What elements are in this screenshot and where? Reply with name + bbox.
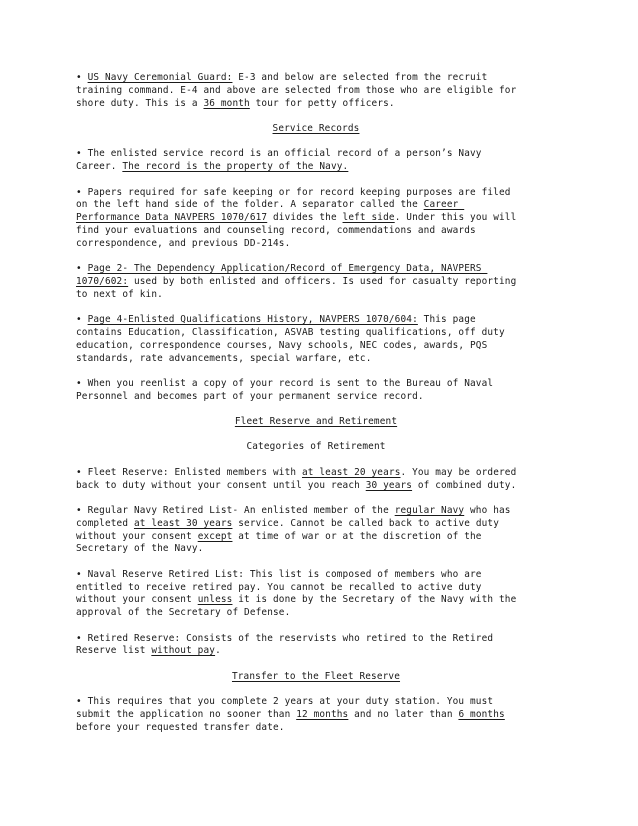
text-line	[76, 238, 556, 251]
text-line	[76, 187, 556, 200]
section-heading	[76, 441, 556, 454]
text-run: and no later than	[348, 709, 459, 720]
text-run: used by both enlisted and officers. Is used for casualty reporting	[128, 275, 517, 287]
underlined-text: Page 4-Enlisted Qualifications History, NAVPERS 1070/604:	[87, 314, 418, 326]
text-run: at time of war or at the discretion of the	[232, 530, 482, 542]
underlined-text: left side	[342, 212, 395, 224]
text-run: Secretary of the Navy.	[76, 543, 204, 555]
text-line	[76, 722, 556, 735]
underlined-text: unless	[197, 594, 233, 606]
text-line	[76, 212, 556, 225]
text-run: • Papers required for safe keeping or for record keeping purposes are filed	[76, 186, 511, 198]
text-run: tour for petty officers.	[249, 97, 395, 109]
text-run: .	[215, 645, 221, 657]
text-run: back to duty without your consent until you reach	[76, 479, 366, 491]
underlined-text: Career	[423, 199, 465, 211]
bullet-paragraph	[76, 569, 556, 620]
bullet-paragraph	[76, 148, 556, 174]
text-run: find your evaluations and counseling record, commendations and awards	[76, 224, 476, 236]
text-line	[76, 645, 556, 658]
text-run: This page	[417, 314, 476, 326]
text-line	[76, 467, 556, 480]
underlined-text: without pay	[151, 645, 216, 657]
underlined-text: at least 20 years	[301, 466, 401, 478]
section-heading	[76, 416, 556, 429]
text-line	[76, 353, 556, 366]
text-run: education, correspondence courses, Navy schools, NEC codes, awards, PQS	[76, 339, 488, 351]
text-run: without your consent	[76, 530, 198, 542]
text-run: contains Education, Classification, ASVAB testing qualifications, off duty	[76, 326, 505, 338]
bullet-paragraph	[76, 187, 556, 251]
bullet-paragraph	[76, 314, 556, 365]
text-run: on the left hand side of the folder. A separator called the	[76, 199, 424, 211]
text-line	[76, 276, 556, 289]
text-run: . You may be ordered	[400, 466, 517, 478]
text-run: E-3 and below are selected from the recruit	[232, 72, 488, 83]
text-run: •	[76, 72, 88, 83]
underlined-text: The record is the property of the Navy.	[122, 161, 349, 173]
section-heading	[76, 123, 556, 136]
text-run: •	[76, 263, 88, 275]
text-line	[76, 289, 556, 302]
underlined-text: Page 2- The Dependency Application/Record of Emergency Data, NAVPERS	[87, 263, 488, 275]
text-run: submit the application no sooner than	[76, 709, 297, 720]
text-line	[76, 199, 556, 212]
text-line	[76, 569, 556, 582]
text-run: who has	[464, 505, 511, 517]
text-run: • The enlisted service record is an official record of a person’s Navy	[76, 148, 482, 160]
bullet-paragraph	[76, 72, 556, 110]
text-line	[76, 161, 556, 174]
text-line	[76, 314, 556, 327]
underlined-text: Performance Data NAVPERS 1070/617	[76, 212, 268, 224]
text-run: Reserve list	[76, 645, 152, 657]
text-run: completed	[76, 517, 134, 529]
underlined-text: 1070/602:	[76, 275, 129, 287]
text-line	[76, 582, 556, 595]
text-run: correspondence, and previous DD-214s.	[76, 237, 291, 249]
underlined-text: regular Navy	[394, 505, 465, 517]
text-run: service. Cannot be called back to active duty	[232, 517, 500, 529]
text-run: approval of the Secretary of Defense.	[76, 607, 291, 619]
text-line	[76, 327, 556, 340]
underlined-text: 30 years	[365, 479, 413, 491]
text-run: to next of kin.	[76, 288, 163, 300]
text-run: Personnel and becomes part of your permanent service record.	[76, 390, 424, 402]
bullet-paragraph	[76, 263, 556, 301]
bullet-paragraph	[76, 467, 556, 493]
text-run: • Regular Navy Retired List- An enlisted member of the	[76, 505, 395, 517]
text-run: • Fleet Reserve: Enlisted members with	[76, 466, 302, 478]
underlined-text: 12 months	[296, 709, 349, 720]
text-line	[76, 594, 556, 607]
underlined-text: 36 month	[203, 97, 250, 109]
text-run: it is done by the Secretary of the Navy with the	[232, 594, 517, 606]
text-run: divides the	[267, 212, 343, 224]
heading-text: Fleet Reserve and Retirement	[234, 416, 398, 428]
text-line	[76, 531, 556, 544]
text-line	[76, 709, 556, 722]
text-line	[76, 505, 556, 518]
text-run: • Retired Reserve: Consists of the reservists who retired to the Retired	[76, 632, 494, 644]
text-run: • When you reenlist a copy of your record is sent to the Bureau of Naval	[76, 377, 494, 389]
text-line	[76, 607, 556, 620]
text-line	[76, 225, 556, 238]
text-run: •	[76, 314, 88, 326]
section-heading	[76, 671, 556, 684]
underlined-text: except	[197, 530, 233, 542]
text-run: training command. E-4 and above are selected from those who are eligible for	[76, 84, 517, 96]
bullet-paragraph	[76, 696, 556, 734]
text-line	[76, 378, 556, 391]
text-line	[76, 480, 556, 493]
heading-text: Service Records	[272, 122, 360, 134]
bullet-paragraph	[76, 378, 556, 404]
text-run: shore duty. This is a	[76, 97, 204, 109]
text-line	[76, 543, 556, 556]
text-line	[76, 518, 556, 531]
underlined-text: at least 30 years	[133, 517, 233, 529]
text-line	[76, 263, 556, 276]
text-line	[76, 85, 556, 98]
heading-text: Categories of Retirement	[246, 441, 386, 453]
text-run: • Naval Reserve Retired List: This list is composed of members who are	[76, 568, 482, 580]
text-line	[76, 72, 556, 85]
bullet-paragraph	[76, 633, 556, 659]
text-run: before your requested transfer date.	[76, 721, 285, 733]
text-line	[76, 391, 556, 404]
text-line	[76, 696, 556, 709]
text-line	[76, 98, 556, 111]
text-run: Career.	[76, 161, 123, 173]
text-line	[76, 340, 556, 353]
heading-text: Transfer to the Fleet Reserve	[231, 670, 401, 682]
underlined-text: US Navy Ceremonial Guard:	[87, 72, 233, 83]
text-line	[76, 148, 556, 161]
text-run: entitled to receive retired pay. You cannot be recalled to active duty	[76, 581, 482, 593]
underlined-text: 6 months	[458, 709, 505, 720]
text-run: without your consent	[76, 594, 198, 606]
bullet-paragraph	[76, 505, 556, 556]
text-run: . Under this you will	[394, 212, 517, 224]
document-body	[76, 72, 556, 747]
text-run: of combined duty.	[412, 479, 517, 491]
text-run: • This requires that you complete 2 years at your duty station. You must	[76, 696, 494, 708]
text-line	[76, 633, 556, 646]
text-run: standards, rate advancements, special warfare, etc.	[76, 352, 372, 364]
